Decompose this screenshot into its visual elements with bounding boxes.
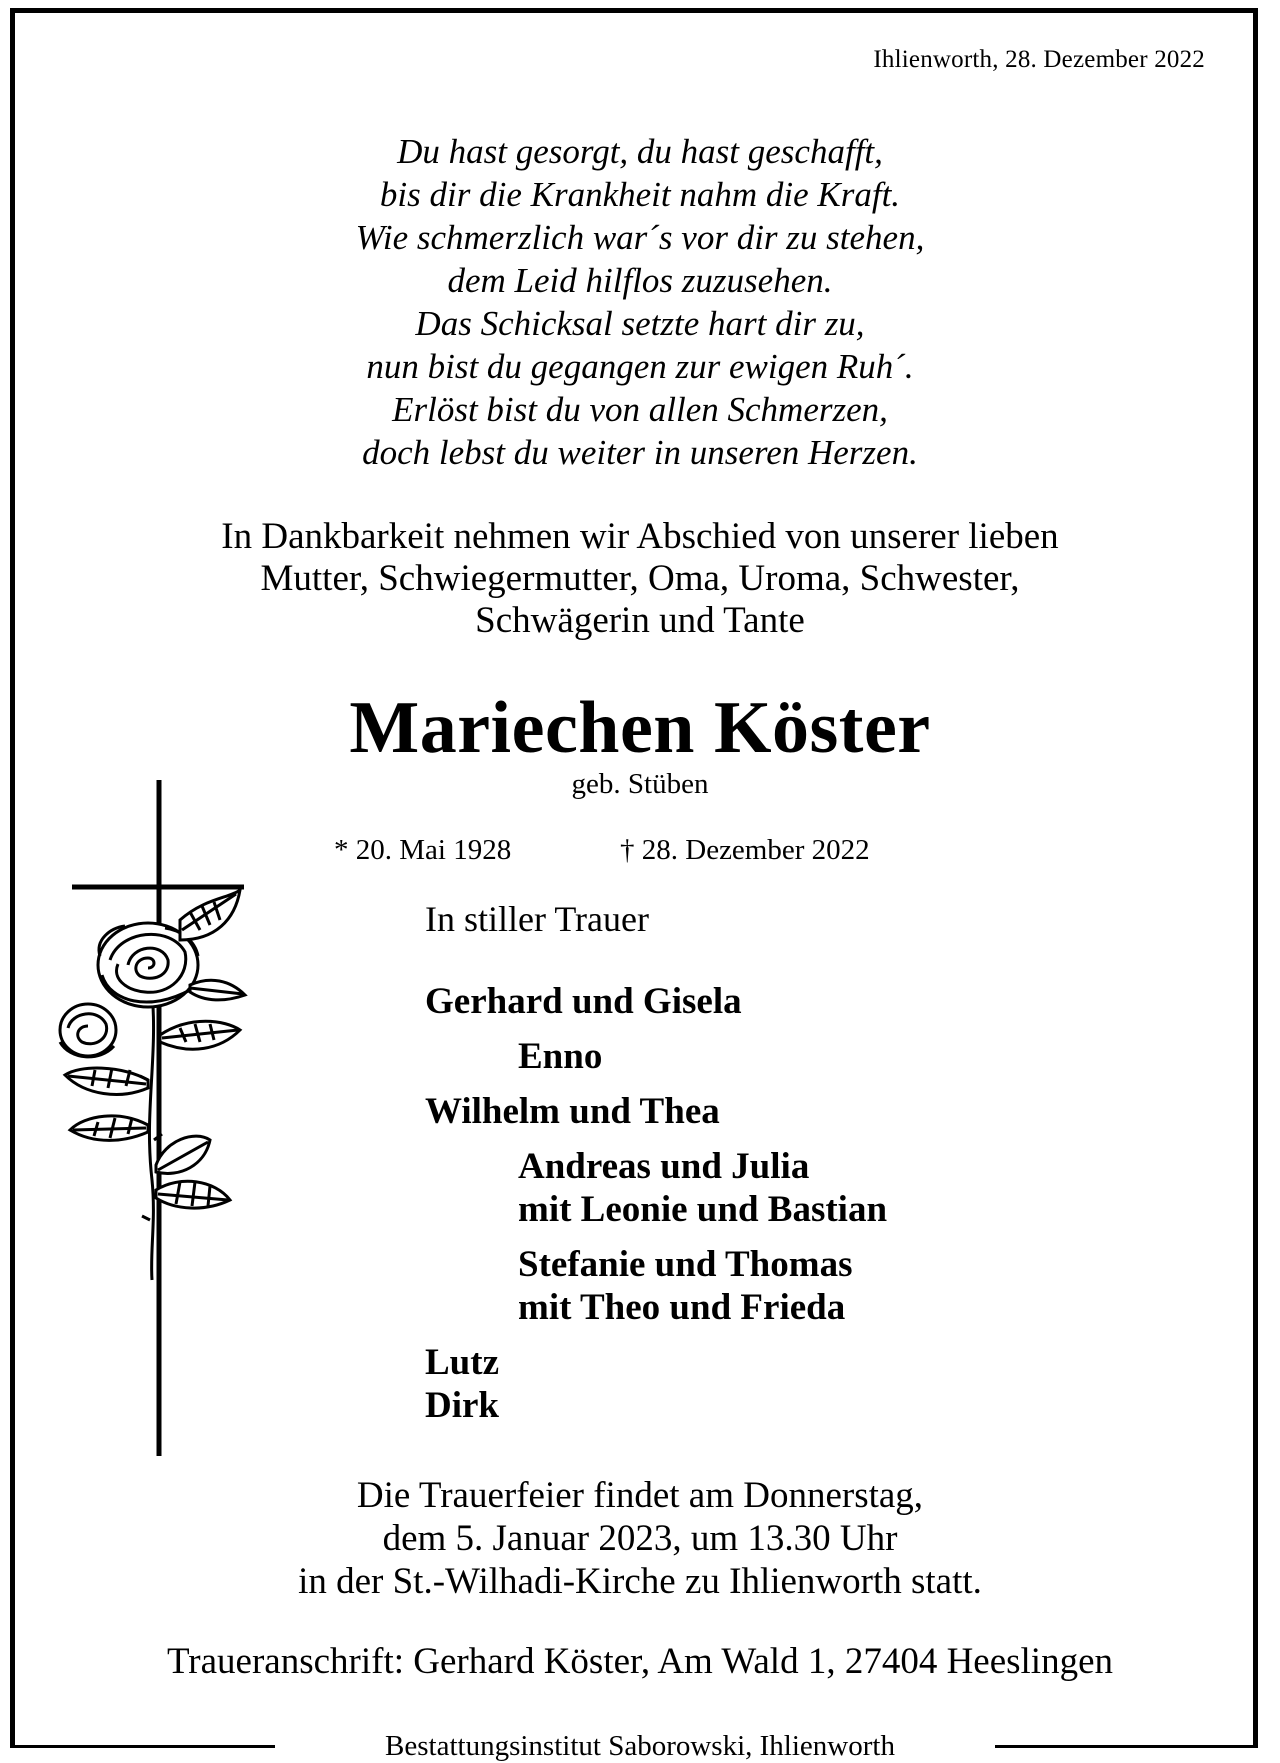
mourner-entry: Lutz xyxy=(425,1342,499,1383)
service-line: Die Trauerfeier findet am Donnerstag, xyxy=(356,1475,924,1516)
mourner-entry: Stefanie und Thomas xyxy=(518,1244,853,1285)
mourning-title: In stiller Trauer xyxy=(425,899,649,939)
poem xyxy=(0,130,1280,474)
mourning-address: Traueranschrift: Gerhard Köster, Am Wald 1, 27404 Heeslingen xyxy=(166,1641,1114,1682)
poem-line: nun bist du gegangen zur ewigen Ruh´. xyxy=(366,347,914,386)
poem-line: bis dir die Krankheit nahm die Kraft. xyxy=(379,175,901,214)
deceased-name: Mariechen Köster xyxy=(349,687,931,769)
service-line: in der St.-Wilhadi-Kirche zu Ihlienworth statt. xyxy=(298,1561,982,1602)
maiden-name: geb. Stüben xyxy=(571,768,709,800)
cross-with-rose-icon xyxy=(40,780,280,1460)
poem-line: doch lebst du weiter in unseren Herzen. xyxy=(362,433,918,472)
poem-line: Erlöst bist du von allen Schmerzen, xyxy=(392,390,888,429)
mourner-entry: Gerhard und Gisela xyxy=(425,981,742,1022)
birth-date: * 20. Mai 1928 xyxy=(334,834,512,866)
intro-line: In Dankbarkeit nehmen wir Abschied von unserer lieben xyxy=(221,516,1059,557)
death-date: † 28. Dezember 2022 xyxy=(620,834,870,866)
mourner-entry: Wilhelm und Thea xyxy=(425,1091,720,1132)
intro-line: Mutter, Schwiegermutter, Oma, Uroma, Schwester, xyxy=(260,558,1020,599)
mourner-entry: mit Theo und Frieda xyxy=(518,1287,846,1328)
intro-text xyxy=(0,516,1280,642)
mourner-entry: mit Leonie und Bastian xyxy=(518,1189,888,1230)
service-line: dem 5. Januar 2023, um 13.30 Uhr xyxy=(382,1518,898,1559)
poem-line: dem Leid hilflos zuzusehen. xyxy=(447,261,833,300)
place-date: Ihlienworth, 28. Dezember 2022 xyxy=(873,46,1205,73)
poem-line: Das Schicksal setzte hart dir zu, xyxy=(415,304,865,343)
funeral-home: Bestattungsinstitut Saborowski, Ihlienworth xyxy=(385,1730,895,1762)
service-info xyxy=(0,1474,1280,1603)
poem-line: Wie schmerzlich war´s vor dir zu stehen, xyxy=(355,218,925,257)
mourners-list xyxy=(425,980,887,1427)
mourner-entry: Andreas und Julia xyxy=(518,1146,810,1187)
mourner-entry: Dirk xyxy=(425,1385,499,1426)
mourner-entry: Enno xyxy=(518,1036,603,1077)
intro-line: Schwägerin und Tante xyxy=(475,600,805,641)
poem-line: Du hast gesorgt, du hast geschafft, xyxy=(397,132,883,171)
